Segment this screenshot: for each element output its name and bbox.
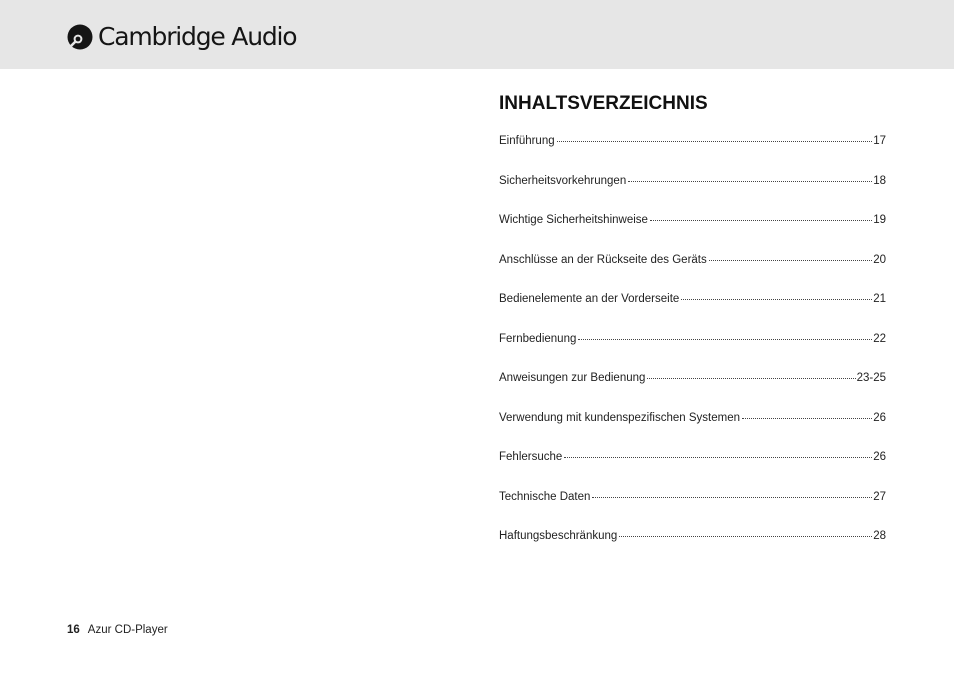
toc-entry[interactable] (499, 135, 886, 175)
page-footer (67, 624, 168, 636)
toc-entry-label: Verwendung mit kundenspezifischen Systemen (499, 411, 741, 424)
dot-leader (709, 260, 872, 261)
toc-entry-page: 23-25 (856, 372, 886, 384)
toc-entry-page: 26 (873, 411, 886, 424)
cambridge-audio-disc-icon (67, 24, 93, 50)
toc-entry[interactable] (499, 333, 886, 373)
toc-entry[interactable] (499, 254, 886, 294)
toc-entry-label: Fernbedienung (499, 332, 577, 345)
product-name: Azur CD-Player (87, 624, 168, 636)
toc-entry-page: 20 (873, 253, 886, 266)
dot-leader (650, 220, 872, 221)
toc-entry[interactable] (499, 372, 886, 412)
toc-entry-page: 28 (873, 530, 886, 542)
toc-list (499, 135, 886, 570)
toc-entry-label: Wichtige Sicherheitshinweise (499, 214, 648, 226)
toc-entry-page: 27 (873, 490, 886, 503)
toc-entry-page: 17 (873, 135, 886, 147)
toc-entry-page: 21 (873, 293, 886, 305)
toc-title: INHALTSVERZEICHNIS (499, 93, 708, 114)
toc-entry-label: Sicherheitsvorkehrungen (499, 174, 627, 187)
toc-entry-page: 26 (873, 451, 886, 463)
dot-leader (592, 497, 872, 498)
toc-entry-label: Anschlüsse an der Rückseite des Geräts (499, 253, 707, 266)
toc-entry-label: Bedienelemente an der Vorderseite (499, 293, 680, 305)
toc-entry[interactable] (499, 412, 886, 452)
dot-leader (578, 339, 872, 340)
toc-entry-label: Einführung (499, 135, 555, 147)
dot-leader (681, 299, 872, 300)
toc-entry[interactable] (499, 175, 886, 215)
toc-entry[interactable] (499, 293, 886, 333)
toc-entry[interactable] (499, 491, 886, 531)
table-of-contents (499, 90, 886, 570)
toc-entry-page: 22 (873, 332, 886, 345)
toc-entry-page: 19 (873, 214, 886, 226)
brand-name: Cambridge Audio (98, 22, 297, 51)
toc-entry-label: Technische Daten (499, 490, 591, 503)
page-header (0, 0, 954, 69)
toc-entry[interactable] (499, 214, 886, 254)
dot-leader (647, 378, 855, 379)
toc-entry-label: Haftungsbeschränkung (499, 530, 618, 542)
dot-leader (557, 141, 873, 142)
dot-leader (628, 181, 872, 182)
toc-entry-label: Anweisungen zur Bedienung (499, 372, 646, 384)
dot-leader (564, 457, 872, 458)
toc-entry[interactable] (499, 530, 886, 570)
toc-entry-page: 18 (873, 174, 886, 187)
page-number: 16 (67, 624, 80, 636)
brand-logo (67, 22, 296, 52)
dot-leader (619, 536, 872, 537)
dot-leader (742, 418, 872, 419)
toc-entry-label: Fehlersuche (499, 451, 563, 463)
toc-entry[interactable] (499, 451, 886, 491)
